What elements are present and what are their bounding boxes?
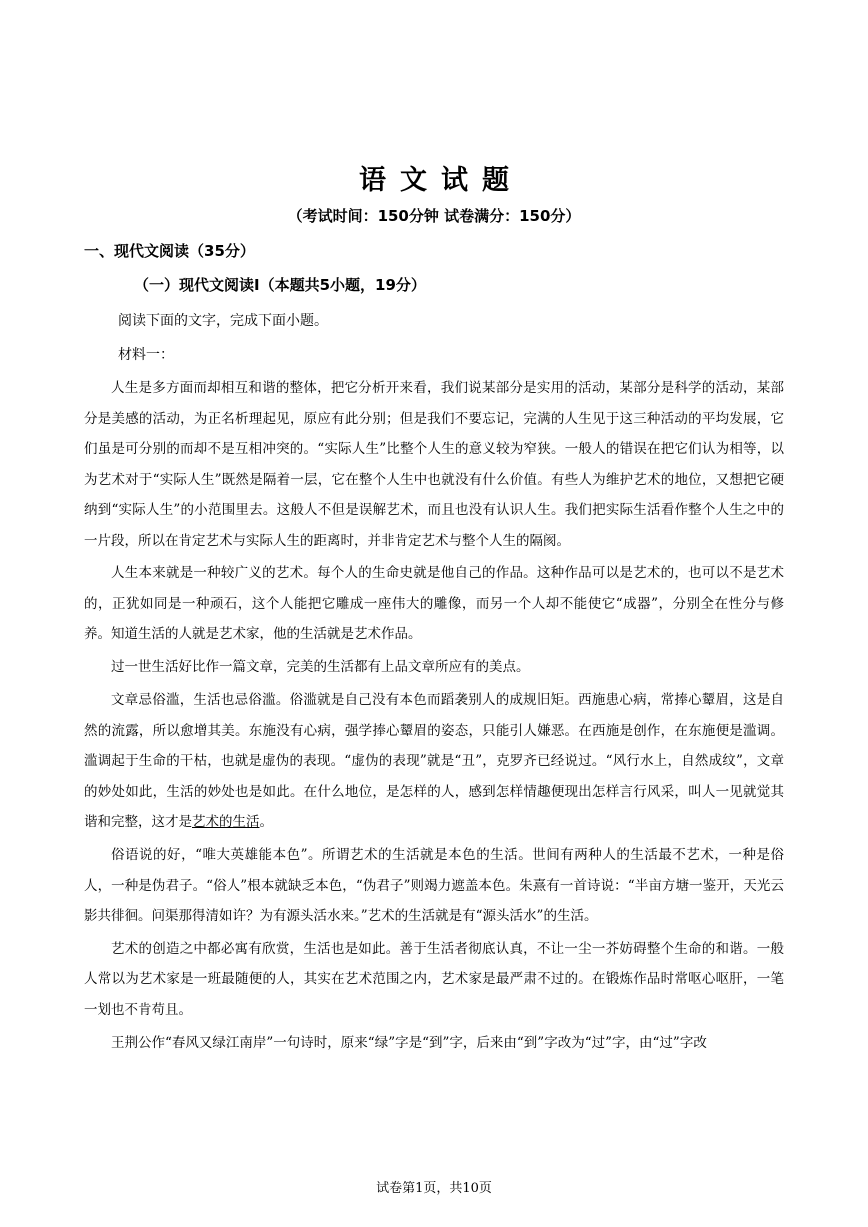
paragraph: 过一世生活好比作一篇文章，完美的生活都有上品文章所应有的美点。 xyxy=(111,659,530,676)
paragraph: 艺术的创造之中都必寓有欣赏，生活也是如此。善于生活者彻底认真，不让一尘一芥妨碍整个生命的和谐。一般人常以为艺术家是一班最随便的人，其实在艺术范围之内，艺术家是最严肃不过的。在锻炼作品时常呕心呕肝，一笔一划也不肯苟且。 xyxy=(84,940,784,1018)
section-heading: 一、现代文阅读（35分） xyxy=(84,242,255,260)
paragraph-art-life xyxy=(84,685,784,838)
underlined-phrase: 艺术的生活 xyxy=(192,814,260,831)
material-label: 材料一： xyxy=(118,347,174,363)
paragraph: 王荆公作“春风又绿江南岸”一句诗时，原来“绿”字是“到”字，后来由“到”字改为“过”字，由“过”字改 xyxy=(111,1034,707,1051)
passage-body xyxy=(84,373,784,1061)
paragraph: 人生是多方面而却相互和谐的整体，把它分析开来看，我们说某部分是实用的活动，某部分是科学的活动，某部分是美感的活动，为正名析理起见，原应有此分别；但是我们不要忘记，完满的人生见于这三种活动的平均发展，它们虽是可分别的而却不是互相冲突的。“实际人生”比整个人生的意义较为窄狭。一般人的错误在把它们认为相等，以为艺术对于“实际人生”既然是隔着一层，它在整个人生中也就没有什么价值。有些人为维护艺术的地位，又想把它硬纳到“实际人生”的小范围里去。这般人不但是误解艺术，而且也没有认识人生。我们把实际生活看作整个人生之中的一片段，所以在肯定艺术与实际人生的距离时，并非肯定艺术与整个人生的隔阂。 xyxy=(84,380,784,549)
page-footer: 试卷第1页，共10页 xyxy=(376,1181,492,1196)
subsection-heading: （一）现代文阅读Ⅰ（本题共5小题，19分） xyxy=(134,276,426,294)
paragraph: 人生本来就是一种较广义的艺术。每个人的生命史就是他自己的作品。这种作品可以是艺术的，也可以不是艺术的，正犹如同是一种顽石，这个人能把它雕成一座伟大的雕像，而另一个人却不能使它“成器”，分别全在性分与修养。知道生活的人就是艺术家，他的生活就是艺术作品。 xyxy=(84,565,784,643)
paragraph-text: 文章忌俗滥，生活也忌俗滥。俗滥就是自己没有本色而蹈袭别人的成规旧矩。西施患心病，常捧心颦眉，这是自然的流露，所以愈增其美。东施没有心病，强学捧心颦眉的姿态，只能引人嫌恶。在西施是创作，在东施便是滥调。滥调起于生命的干枯，也就是虚伪的表现。“虚伪的表现”就是“丑”，克罗齐已经说过。“风行水上，自然成纹”，文章的妙处如此，生活的妙处也是如此。在什么地位，是怎样的人，感到怎样情趣便现出怎样言行风采，叫人一见就觉其谐和完整，这才是 xyxy=(84,692,784,831)
instruction-text: 阅读下面的文字，完成下面小题。 xyxy=(118,313,328,329)
page-title: 语文试题 xyxy=(359,165,523,196)
exam-info: （考试时间：150分钟 试卷满分：150分） xyxy=(287,207,581,225)
paragraph: 俗语说的好，“唯大英雄能本色”。所谓艺术的生活就是本色的生活。世间有两种人的生活最不艺术，一种是俗人，一种是伪君子。“俗人”根本就缺乏本色，“伪君子”则竭力遮盖本色。朱熹有一首诗说：“半亩方塘一鉴开，天光云影共徘徊。问渠那得清如许？为有源头活水来。”艺术的生活就是有“源头活水”的生活。 xyxy=(84,847,784,925)
paragraph-text: 。 xyxy=(259,814,273,831)
